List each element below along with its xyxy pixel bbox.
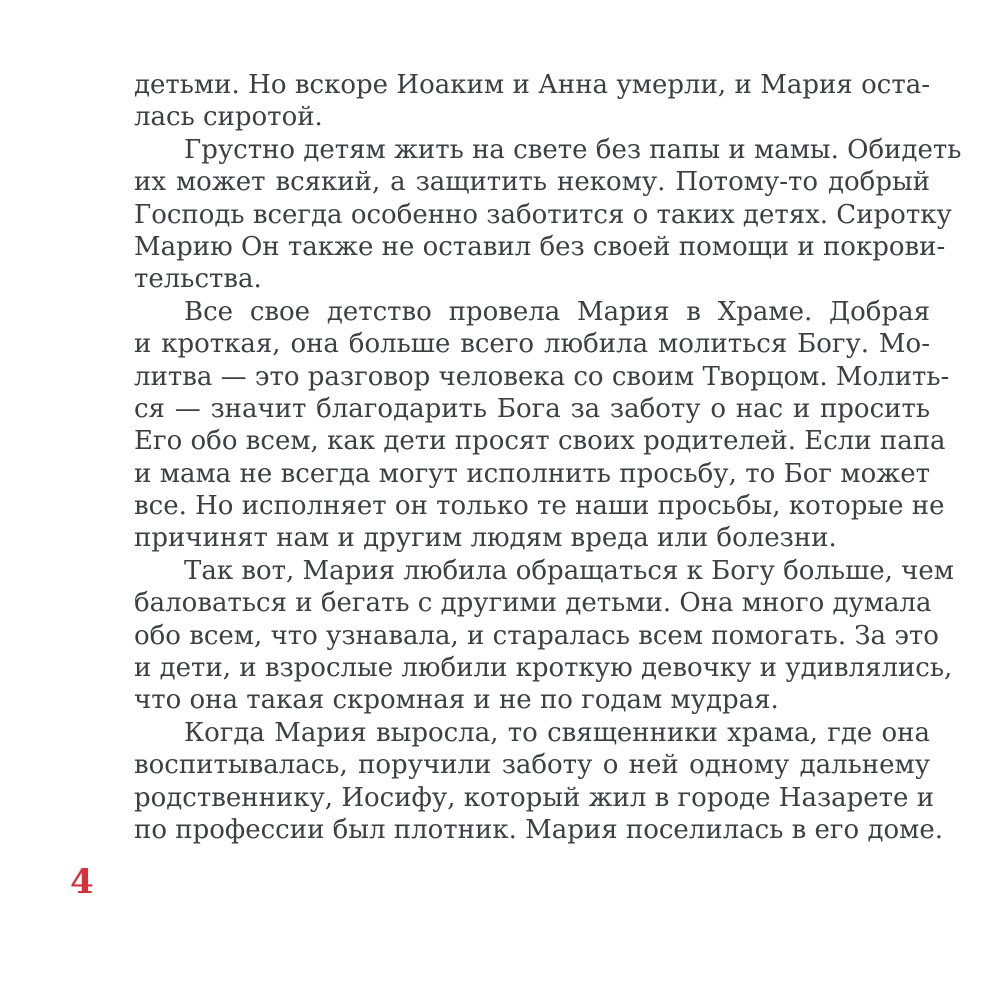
text-line: Все свое детство провела Мария в Храме. Добрая (184, 296, 930, 327)
paragraph-4 (134, 555, 954, 717)
text-line: Его обо всем, как дети просят своих родителей. Если папа (134, 426, 946, 457)
text-line: обо всем, что узнавала, и старалась всем помогать. За это (134, 620, 939, 651)
text-line: по профессии был плотник. Мария поселилась в его доме. (134, 814, 944, 845)
text-line: детьми. Но вскоре Иоаким и Анна умерли, и Мария оста- (134, 70, 930, 100)
text-line: Марию Он также не оставил без своей помощи и покрови- (134, 231, 946, 262)
text-line: и кроткая, она больше всего любила молиться Богу. Мо- (134, 329, 930, 360)
text-line: лась сиротой. (134, 102, 323, 133)
text-line: их может всякий, а защитить некому. Потому-то добрый (134, 167, 930, 198)
paragraph-1 (134, 69, 930, 134)
paragraph-3 (134, 296, 950, 555)
text-line: тельства. (134, 264, 262, 295)
text-line: причинят нам и другим людям вреда или болезни. (134, 523, 837, 554)
text-line: что она такая скромная и не по годам мудрая. (134, 685, 779, 716)
text-line: все. Но исполняет он только те наши просьбы, которые не (134, 491, 945, 522)
text-line: ся — значит благодарить Бога за заботу о нас и просить (134, 393, 930, 424)
text-line: Когда Мария выросла, то священники храма, где она (184, 717, 930, 748)
page-number: 4 (70, 862, 94, 902)
paragraph-2 (134, 134, 962, 296)
text-line: воспитывалась, поручили заботу о ней одному дальнему (134, 750, 930, 781)
text-line: и дети, и взрослые любили кроткую девочку и удивлялись, (134, 653, 953, 684)
text-line: литва — это разговор человека со своим Творцом. Молить- (134, 361, 950, 392)
text-line: Грустно детям жить на свете без папы и мамы. Обидеть (184, 134, 962, 165)
text-line: и мама не всегда могут исполнить просьбу, то Бог может (134, 458, 930, 489)
paragraph-5 (134, 717, 944, 847)
text-line: баловаться и бегать с другими детьми. Она много думала (134, 588, 932, 619)
text-line: Так вот, Мария любила обращаться к Богу больше, чем (184, 555, 954, 586)
page-body (134, 69, 962, 846)
text-line: Господь всегда особенно заботится о таких детях. Сиротку (134, 199, 952, 230)
text-line: родственнику, Иосифу, который жил в городе Назарете и (134, 782, 935, 813)
